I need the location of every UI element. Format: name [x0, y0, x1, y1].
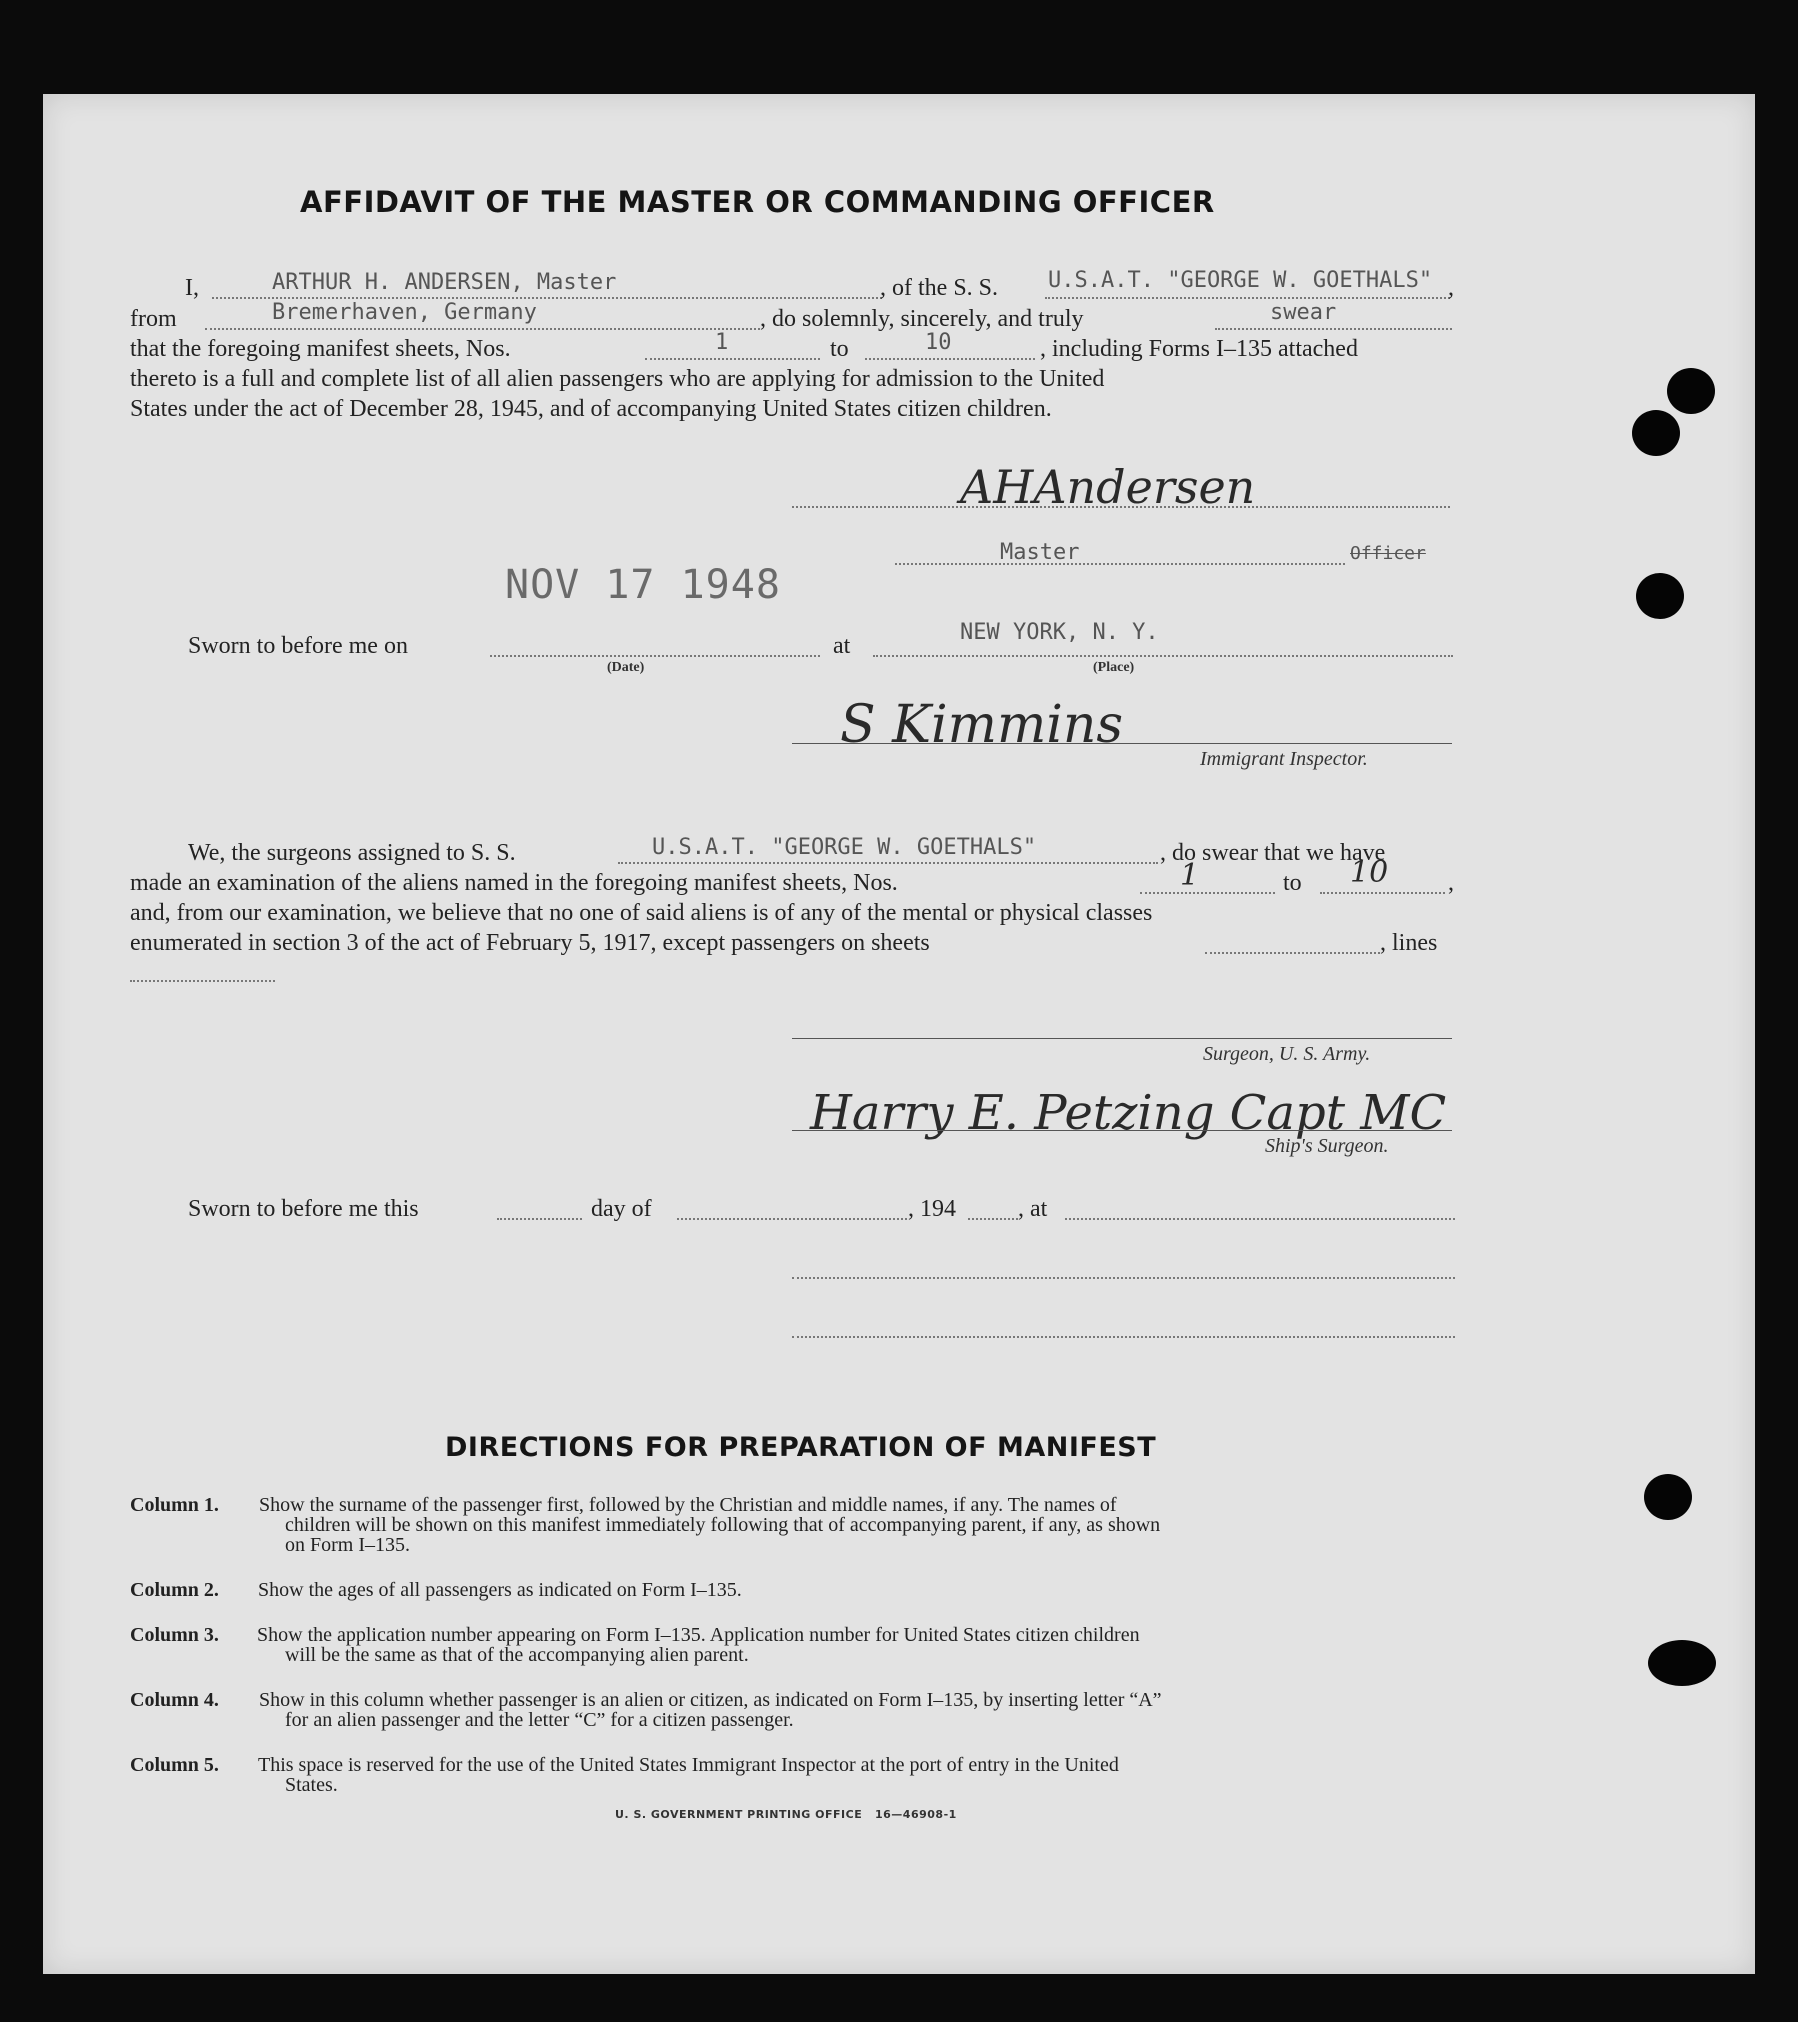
column-4-text: for an alien passenger and the letter “C” for a citizen passenger. [285, 1709, 794, 1731]
punch-hole [1667, 368, 1715, 414]
year-label: , 194 [908, 1196, 956, 1222]
from-label: from [130, 306, 177, 332]
ship-surgeon-signature: Harry E. Petzing Capt MC [810, 1085, 1447, 1141]
master-title-field: Master [1000, 540, 1080, 565]
surgeons-line-1: We, the surgeons assigned to S. S. [188, 840, 516, 866]
affidavit-line-5: States under the act of December 28, 1945, and of accompanying United States citizen children. [130, 396, 1052, 422]
punch-hole [1636, 573, 1684, 619]
inspector-caption: Immigrant Inspector. [1200, 748, 1368, 770]
sworn-label: Sworn to before me on [188, 633, 408, 659]
column-3-text: will be the same as that of the accompanying alien parent. [285, 1644, 749, 1666]
column-5-text: States. [285, 1774, 338, 1796]
sheet-to-field: 10 [925, 330, 952, 355]
comma: , [1448, 275, 1454, 301]
ship-name-field: U.S.A.T. "GEORGE W. GOETHALS" [1048, 268, 1433, 293]
date-caption: (Date) [607, 660, 645, 675]
form-code: 16—46908-1 [875, 1808, 957, 1821]
date-stamp: NOV 17 1948 [505, 562, 781, 608]
port-field: Bremerhaven, Germany [272, 300, 537, 325]
army-surgeon-caption: Surgeon, U. S. Army. [1203, 1043, 1371, 1065]
lines-label: , lines [1380, 930, 1438, 956]
column-2-text: Show the ages of all passengers as indicated on Form I–135. [258, 1579, 742, 1601]
manifest-sheets-label: that the foregoing manifest sheets, Nos. [130, 336, 511, 362]
master-signature: AHAndersen [960, 460, 1256, 514]
solemnly-label: , do solemnly, sincerely, and truly [760, 306, 1084, 332]
column-3-text: Show the application number appearing on Form I–135. Application number for United States citizen children [257, 1624, 1140, 1646]
column-1-text: Show the surname of the passenger first, followed by the Christian and middle names, if any. The names of [259, 1494, 1117, 1516]
surgeons-line-2: made an examination of the aliens named in the foregoing manifest sheets, Nos. [130, 870, 898, 896]
directions-title: DIRECTIONS FOR PREPARATION OF MANIFEST [445, 1432, 1157, 1463]
punch-hole [1648, 1640, 1716, 1686]
intro-i: I, [185, 275, 199, 301]
at-label-2: , at [1018, 1196, 1048, 1222]
column-4-text: Show in this column whether passenger is an alien or citizen, as indicated on Form I–135, by inserting letter “A” [259, 1689, 1162, 1711]
column-1-label: Column 1. [130, 1494, 219, 1516]
surgeon-sheet-from: 1 [1180, 858, 1200, 893]
to-label: to [830, 336, 849, 362]
column-4-label: Column 4. [130, 1689, 219, 1711]
sworn-day-label: Sworn to before me this [188, 1196, 419, 1222]
affidavit-title: AFFIDAVIT OF THE MASTER OR COMMANDING OFFICER [300, 185, 1215, 219]
column-5-label: Column 5. [130, 1754, 219, 1776]
day-of-label: day of [591, 1196, 652, 1222]
place-field: NEW YORK, N. Y. [960, 620, 1159, 645]
ship-surgeon-caption: Ship's Surgeon. [1265, 1135, 1389, 1157]
printing-office: U. S. GOVERNMENT PRINTING OFFICE [615, 1808, 863, 1821]
of-ss-label: , of the S. S. [880, 275, 999, 301]
surgeons-line-4: enumerated in section 3 of the act of February 5, 1917, except passengers on sheets [130, 930, 930, 956]
surgeon-sheet-to: 10 [1350, 855, 1389, 890]
master-name-field: ARTHUR H. ANDERSEN, Master [272, 270, 617, 295]
forms-label: , including Forms I–135 attached [1040, 336, 1358, 362]
sheet-from-field: 1 [715, 330, 729, 355]
affidavit-line-4: thereto is a full and complete list of all alien passengers who are applying for admission to the United [130, 366, 1105, 392]
column-3-label: Column 3. [130, 1624, 219, 1646]
inspector-signature: S Kimmins [840, 695, 1124, 755]
surgeons-ship-field: U.S.A.T. "GEORGE W. GOETHALS" [652, 835, 1037, 860]
column-5-text: This space is reserved for the use of the United States Immigrant Inspector at the port of entry in the United [258, 1754, 1119, 1776]
punch-hole [1632, 410, 1680, 456]
at-label: at [833, 633, 851, 659]
surgeons-line-3: and, from our examination, we believe that no one of said aliens is of any of the mental or physical classes [130, 900, 1153, 926]
officer-struck: Officer [1350, 543, 1426, 564]
surgeon-comma: , [1448, 870, 1454, 896]
place-caption: (Place) [1093, 660, 1135, 675]
punch-hole [1644, 1474, 1692, 1520]
surgeon-to-label: to [1283, 870, 1302, 896]
column-1-text: children will be shown on this manifest immediately following that of accompanying parent, if any, as shown [285, 1514, 1161, 1536]
swear-label: , do swear that we have [1160, 840, 1386, 866]
column-2-label: Column 2. [130, 1579, 219, 1601]
column-1-text: on Form I–135. [285, 1534, 410, 1556]
oath-field: swear [1270, 300, 1337, 325]
